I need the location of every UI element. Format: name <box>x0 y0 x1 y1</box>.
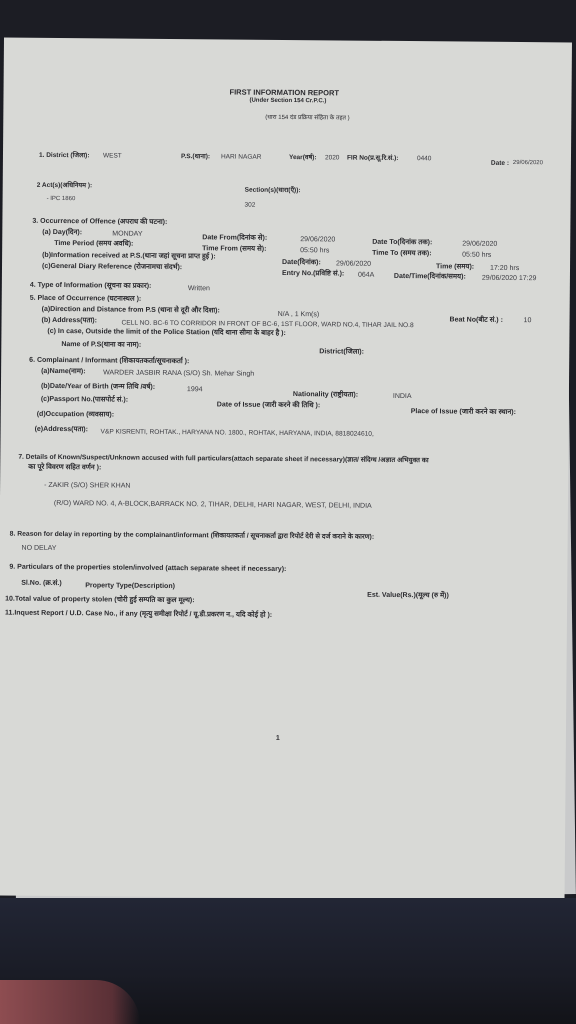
accused-heading: 7. Details of Known/Suspect/Unknown accused with full particulars(attach separate sheet if necessary)(ज्ञात/ संदिग्ध /अज्ञात अभियुक्त का <box>18 453 429 465</box>
occurrence-address-label: (b) Address(पता): <box>41 316 97 325</box>
time-period-label: Time Period (समय अवधि): <box>54 239 134 248</box>
occupation-label: (d)Occupation (व्यवसाय): <box>36 410 115 419</box>
beat-value: 10 <box>523 317 532 325</box>
ps-label: P.S.(थाना): <box>180 153 211 161</box>
act-value: - IPC 1860 <box>46 195 76 203</box>
info-date-label: Date(दिनांक): <box>282 258 321 267</box>
info-time-label: Time (समय): <box>435 263 475 271</box>
acts-label: 2 Act(s)(अधिनियम ): <box>36 181 93 190</box>
info-received-label: (b)Information received at P.S.(थाना जहां सूचना प्राप्त हुई ): <box>42 251 216 261</box>
date-to-label: Date To(दिनांक तक): <box>372 238 433 247</box>
direction-label: (a)Direction and Distance from P.S (थाना से दूरी और दिशा): <box>41 305 220 315</box>
direction-value: N/A , 1 Km(s) <box>277 310 320 319</box>
place-heading: 5. Place of Occurrence (घटनास्थल ): <box>29 294 142 303</box>
district-label: 1. District (जिला): <box>38 151 90 160</box>
occurrence-heading: 3. Occurrence of Offence (अपराध की घटना): <box>32 217 168 226</box>
date-from-value: 29/06/2020 <box>300 236 336 244</box>
property-type-col: Property Type(Description) <box>85 582 175 591</box>
outside-district-label: District(जिला): <box>319 348 364 356</box>
gd-datetime-label: Date/Time(दिनांक/समय): <box>393 272 466 281</box>
day-label: (a) Day(दिन): <box>42 228 83 237</box>
date-from-label: Date From(दिनांक से): <box>202 234 268 242</box>
info-date-value: 29/06/2020 <box>336 260 372 268</box>
document-hindi-subtitle: (धारा 154 दंड प्रक्रिया संहिता के तहत ) <box>265 114 350 122</box>
occurrence-address-value: CELL NO. BC-6 TO CORRIDOR IN FRONT OF BC-6, 1ST FLOOR, WARD NO.4, TIHAR JAIL NO.8 <box>121 319 414 330</box>
entry-no-label: Entry No.(प्रविष्टि सं.): <box>281 269 345 278</box>
complainant-name-label: (a)Name(नाम): <box>41 367 86 376</box>
year-value: 2020 <box>324 154 340 162</box>
issue-date-label: Date of Issue (जारी करने की तिथि ): <box>216 401 321 410</box>
year-label: Year(वर्ष): <box>288 154 317 162</box>
complainant-address-value: V&P KISRENTI, ROHTAK., HARYANA NO. 1800., ROHTAK, HARYANA, INDIA, 8818024610, <box>100 428 374 438</box>
inquest-report-label: 11.Inquest Report / U.D. Case No., if any (मृत्यु समीक्षा रिपोर्ट / यू.डी.प्रकरण न., यदि कोई हो ): <box>4 609 273 619</box>
outside-limit-label: (c) In case, Outside the limit of the Police Station (यदि थाना सीमा के बाहर है ): <box>47 327 286 337</box>
accused-heading-cont: का पूरे विवरण सहित वर्णन ): <box>28 463 102 472</box>
info-time-value: 17:20 hrs <box>489 264 520 273</box>
time-to-label: Time To (समय तक): <box>372 249 432 258</box>
delay-reason-value: NO DELAY <box>21 544 57 552</box>
outside-ps-name-label: Name of P.S(थाना का नाम): <box>61 341 142 349</box>
nationality-label: Nationality (राष्ट्रीयता): <box>292 391 359 399</box>
day-value: MONDAY <box>112 230 143 238</box>
page-number: 1 <box>275 734 280 742</box>
issue-place-label: Place of Issue (जारी करने का स्थान): <box>410 408 517 417</box>
background-red-cloth <box>0 980 140 1024</box>
accused-name: - ZAKIR (S/O) SHER KHAN <box>44 481 131 490</box>
time-to-value: 05:50 hrs <box>462 251 492 259</box>
dob-label: (b)Date/Year of Birth (जन्म तिथि /वर्ष): <box>40 382 156 391</box>
gd-datetime-value: 29/06/2020 17:29 <box>481 274 537 283</box>
sections-label: Section(s)(धारा(एँ)): <box>244 186 301 195</box>
document-title: FIRST INFORMATION REPORT <box>229 87 340 98</box>
property-value-col: Est. Value(Rs.)(मूल्य (रु में)) <box>367 591 449 600</box>
gd-reference-label: (c)General Diary Reference (रोजनामचा संदर्भ): <box>41 262 183 272</box>
date-label: Date : <box>490 159 510 167</box>
accused-address: (R/O) WARD NO. 4, A-BLOCK,BARRACK NO. 2, TIHAR, DELHI, HARI NAGAR, WEST, DELHI, INDIA <box>53 499 372 510</box>
total-value-label: 10.Total value of property stolen (चोरी हुई सम्पति का कुल मूल्य): <box>5 595 195 605</box>
delay-reason-label: 8. Reason for delay in reporting by the complainant/informant (शिकायतकर्ता / सूचनाकर्ता द्वारा रिपोर्ट देरी से दर्ज कराने के कारण): <box>9 530 375 541</box>
info-type-value: Written <box>187 285 210 293</box>
ps-value: HARI NAGAR <box>220 153 262 161</box>
passport-label: (c)Passport No.(पासपोर्ट सं.): <box>40 395 129 404</box>
document-subtitle: (Under Section 154 Cr.P.C.) <box>249 97 327 105</box>
date-to-value: 29/06/2020 <box>462 240 498 248</box>
nationality-value: INDIA <box>392 392 412 401</box>
fir-no-value: 0440 <box>416 155 432 163</box>
properties-heading: 9. Particulars of the properties stolen/involved (attach separate sheet if necessary): <box>9 563 287 574</box>
complainant-address-label: (e)Address(पता): <box>34 425 88 434</box>
info-type-label: 4. Type of Information (सूचना का प्रकार): <box>29 281 152 290</box>
complainant-heading: 6. Complainant / Informant (शिकायतकर्ता/सूचनाकर्ता ): <box>29 356 190 366</box>
date-value: 29/06/2020 <box>512 159 543 167</box>
section-value: 302 <box>244 201 256 209</box>
time-from-value: 05:50 hrs <box>300 247 330 255</box>
entry-no-value: 064A <box>357 271 375 279</box>
property-slno-col: Sl.No. (क्र.सं.) <box>21 579 62 588</box>
fir-no-label: FIR No(प्र.सू.रि.सं.): <box>346 154 399 162</box>
beat-label: Beat No(बीट सं.) : <box>449 316 503 324</box>
fir-document-page <box>0 38 572 901</box>
complainant-name-value: WARDER JASBIR RANA (S/O) Sh. Mehar Singh <box>103 369 255 378</box>
district-value: WEST <box>102 152 122 160</box>
dob-value: 1994 <box>186 386 203 394</box>
time-from-label: Time From (समय से): <box>202 245 267 253</box>
